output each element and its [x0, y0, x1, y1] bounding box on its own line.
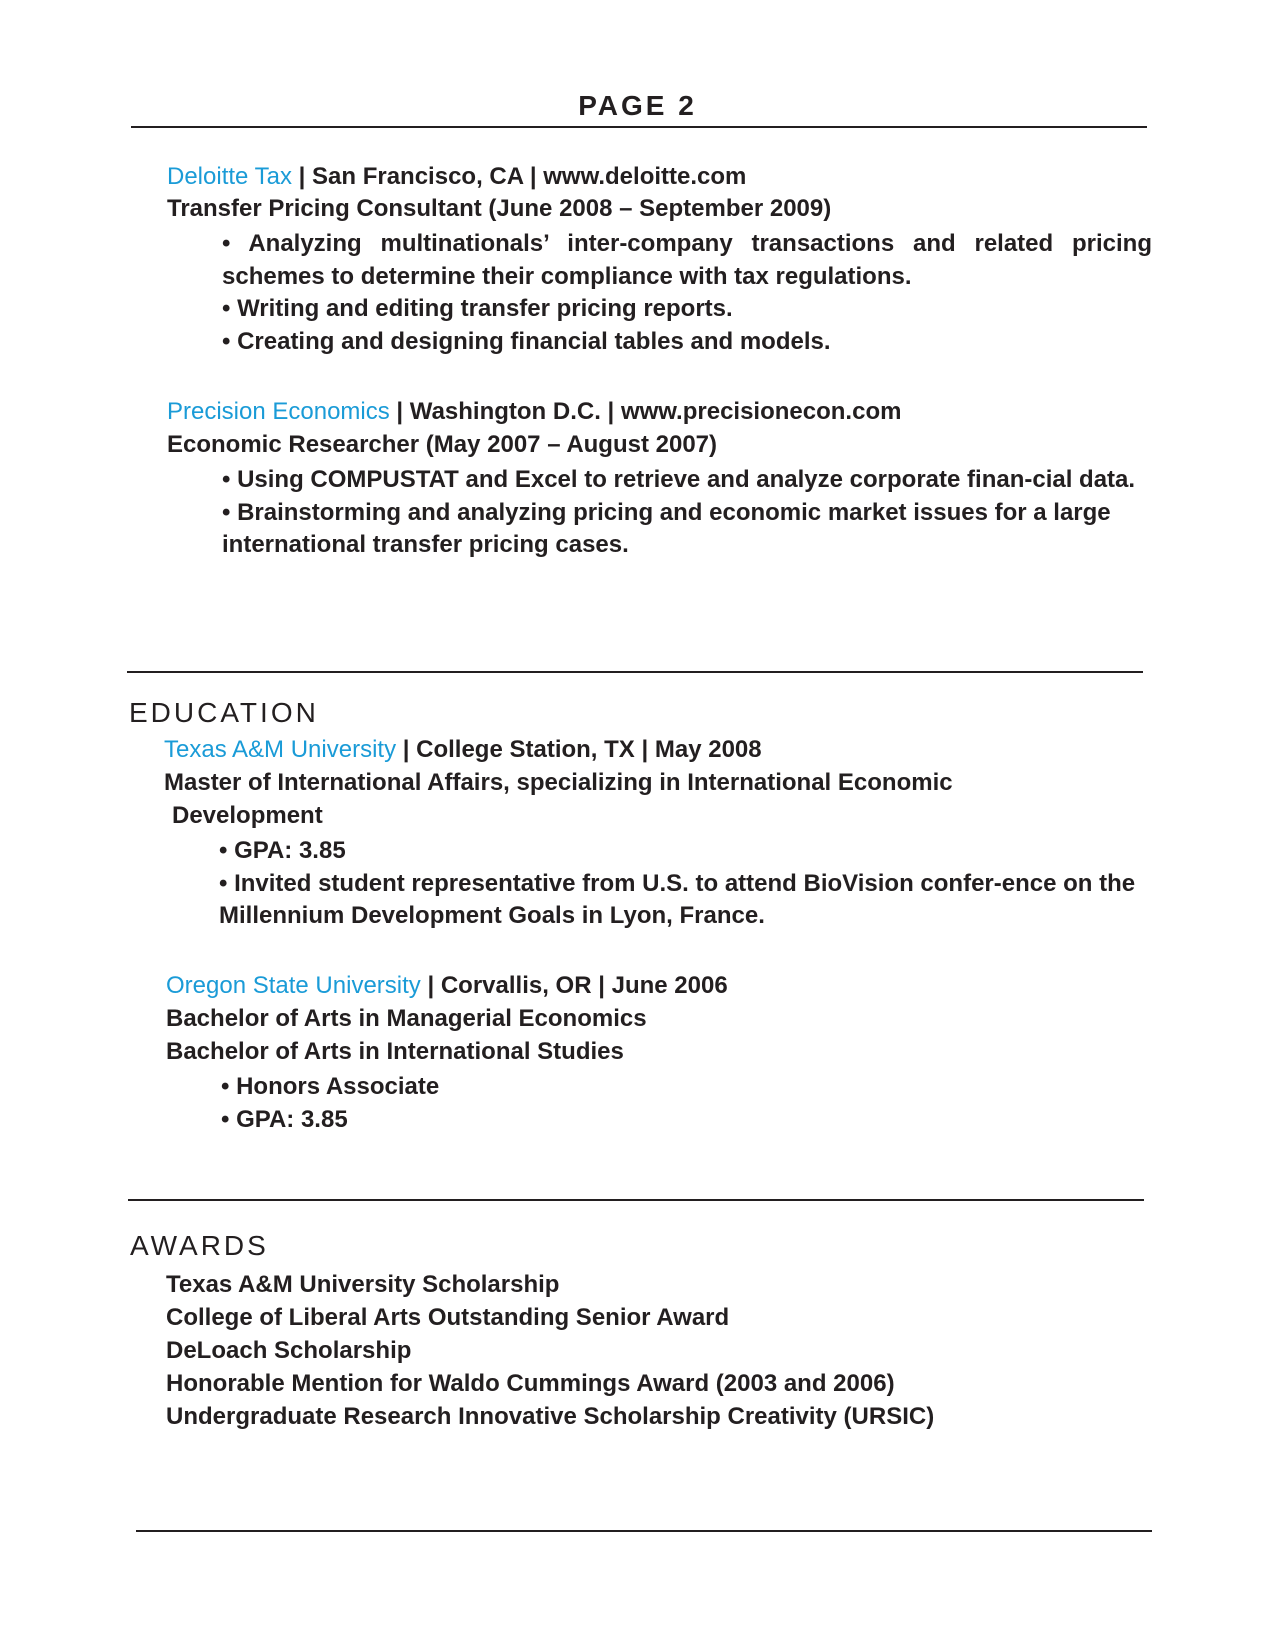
degree: Master of International Affairs, specializing in International Economic	[164, 769, 953, 796]
school-name: Texas A&M University	[164, 736, 397, 763]
award-item: DeLoach Scholarship	[166, 1337, 412, 1364]
award-item: Undergraduate Research Innovative Scholarship Creativity (URSIC)	[166, 1403, 935, 1430]
school-details: | Corvallis, OR | June 2006	[420, 972, 728, 999]
degree: Development	[172, 802, 323, 829]
bullet-item: • Creating and designing financial tables and models.	[222, 327, 831, 355]
school-bullets	[219, 835, 1149, 933]
bullet-item: • Writing and editing transfer pricing reports.	[222, 295, 733, 322]
bullet-item: • Using COMPUSTAT and Excel to retrieve and analyze corporate finan-cial data.	[222, 466, 1136, 493]
employer-details: | San Francisco, CA | www.deloitte.com	[291, 163, 747, 190]
job-title: Economic Researcher (May 2007 – August 2007)	[167, 431, 718, 458]
job-bullets	[222, 228, 1152, 358]
awards-heading: AWARDS	[130, 1230, 269, 1261]
bullet-item: • Honors Associate	[221, 1073, 440, 1100]
school-line-osu	[166, 970, 728, 1002]
school-line-tamu	[164, 734, 762, 766]
job-bullets	[222, 464, 1152, 562]
header-divider	[131, 126, 1147, 128]
page-title: PAGE 2	[578, 90, 697, 121]
education-heading: EDUCATION	[129, 697, 319, 728]
job-title: Transfer Pricing Consultant (June 2008 – September 2009)	[167, 195, 832, 222]
bullet-item: • GPA: 3.85	[221, 1105, 348, 1133]
school-details: | College Station, TX | May 2008	[396, 736, 762, 763]
employer-name: Deloitte Tax	[167, 163, 292, 190]
experience-org-line-precision	[167, 396, 901, 428]
employer-details: | Washington D.C. | www.precisionecon.com	[389, 398, 902, 425]
award-item: Honorable Mention for Waldo Cummings Award (2003 and 2006)	[166, 1370, 895, 1397]
school-bullets	[221, 1071, 1151, 1136]
footer-divider	[136, 1530, 1152, 1532]
awards-list	[166, 1268, 1126, 1433]
bullet-item: • Brainstorming and analyzing pricing and economic market issues for a large international transfer pricing cases.	[222, 498, 1111, 558]
award-item: College of Liberal Arts Outstanding Senior Award	[166, 1304, 730, 1331]
bullet-item: • GPA: 3.85	[219, 837, 346, 864]
school-name: Oregon State University	[166, 972, 421, 999]
employer-name: Precision Economics	[167, 398, 390, 425]
section-divider	[127, 671, 1143, 673]
bullet-item: • Analyzing multinationals’ inter-company transactions and related pricing schemes to determine their compliance with tax regulations.	[222, 230, 1152, 290]
award-item: Texas A&M University Scholarship	[166, 1271, 560, 1298]
experience-org-line-deloitte	[167, 161, 746, 193]
degree: Bachelor of Arts in Managerial Economics	[166, 1005, 647, 1032]
bullet-item: • Invited student representative from U.S. to attend BioVision confer-ence on the Millennium Development Goals in Lyon, France.	[219, 869, 1136, 929]
section-divider	[128, 1199, 1144, 1201]
degree: Bachelor of Arts in International Studies	[166, 1038, 624, 1065]
